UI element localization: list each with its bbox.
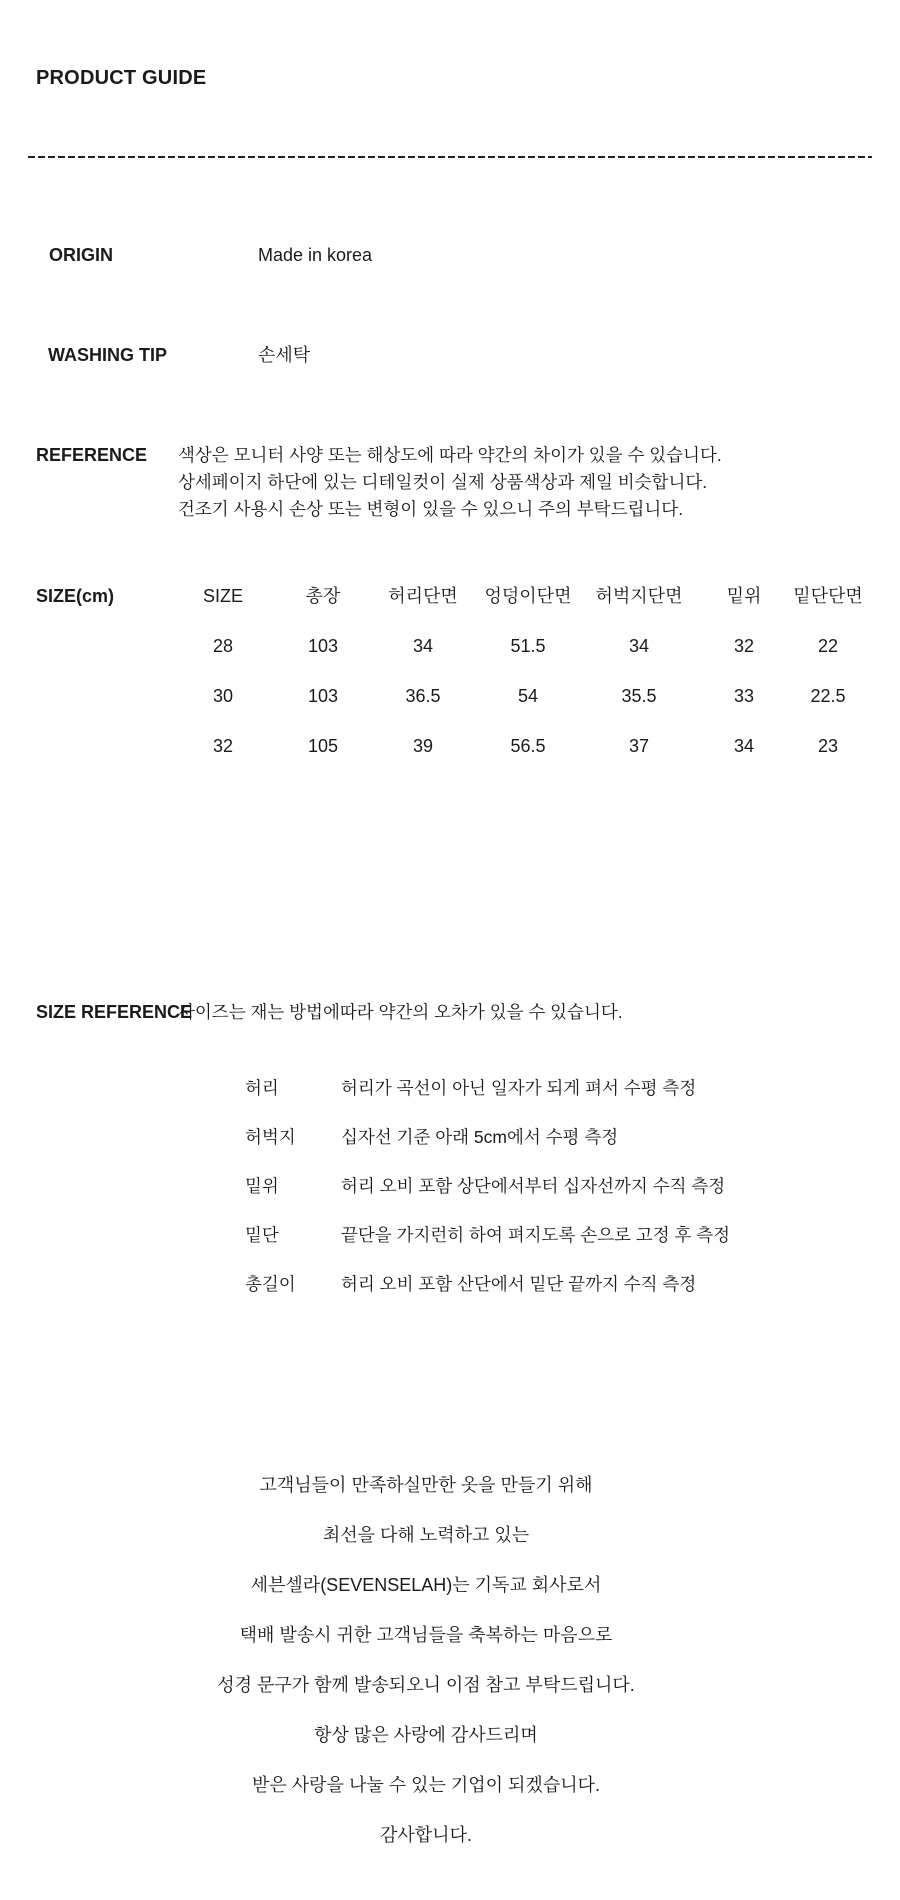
- origin-value: Made in korea: [258, 245, 373, 265]
- washing-tip-value: 손세탁: [258, 345, 311, 365]
- page-title: PRODUCT GUIDE: [36, 67, 207, 89]
- table-cell: 103: [307, 686, 339, 706]
- table-cell: 34: [733, 736, 755, 756]
- table-cell: 23: [817, 736, 839, 756]
- table-row-size-32: [173, 734, 863, 758]
- table-row-size-30: [173, 684, 863, 708]
- table-cell: 103: [307, 636, 339, 656]
- footer-line: 세븐셀라(SEVENSELAH)는 기독교 회사로서: [250, 1575, 602, 1595]
- reference-line: 상세페이지 하단에 있는 디테일컷이 실제 상품색상과 제일 비슷합니다.: [178, 472, 708, 492]
- table-cell: 36.5: [405, 686, 441, 706]
- measure-description: 허리 오비 포함 산단에서 밑단 끝까지 수직 측정: [341, 1274, 697, 1294]
- footer-line: 고객님들이 만족하실만한 옷을 만들기 위해: [259, 1475, 593, 1495]
- measure-term: 밑단: [245, 1225, 279, 1245]
- reference-label: REFERENCE: [36, 445, 148, 465]
- measure-item-rise: [245, 1176, 730, 1225]
- table-cell: 33: [733, 686, 755, 706]
- table-cell: 32: [212, 736, 234, 756]
- column-header-waist: 허리단면: [388, 586, 458, 606]
- footer-line: 감사합니다.: [380, 1825, 472, 1845]
- dashed-divider: [28, 156, 872, 158]
- table-cell: 54: [517, 686, 539, 706]
- footer-line: 성경 문구가 함께 발송되오니 이점 참고 부탁드립니다.: [217, 1675, 635, 1695]
- washing-tip-label: WASHING TIP: [48, 345, 168, 365]
- table-cell: 32: [733, 636, 755, 656]
- measure-description: 허리 오비 포함 상단에서부터 십자선까지 수직 측정: [341, 1176, 726, 1196]
- measure-term: 허벅지: [245, 1127, 296, 1147]
- footer-line: 항상 많은 사랑에 감사드리며: [314, 1725, 538, 1745]
- measure-term: 총길이: [245, 1274, 296, 1294]
- table-cell: 34: [628, 636, 650, 656]
- footer-line: 택배 발송시 귀한 고객님들을 축복하는 마음으로: [239, 1625, 613, 1645]
- measure-item-hem: [245, 1225, 730, 1274]
- measurement-list: [245, 1078, 730, 1323]
- measure-item-thigh: [245, 1127, 730, 1176]
- size-reference-label: SIZE REFERENCE: [36, 1002, 193, 1022]
- table-cell: 56.5: [510, 736, 546, 756]
- size-table-header-row: [173, 584, 863, 608]
- table-cell: 37: [628, 736, 650, 756]
- size-table-label: SIZE(cm): [36, 586, 115, 606]
- origin-label: ORIGIN: [49, 245, 114, 265]
- table-cell: 34: [412, 636, 434, 656]
- measure-description: 끝단을 가지런히 하여 펴지도록 손으로 고정 후 측정: [341, 1225, 731, 1245]
- company-message: [0, 1460, 852, 1860]
- column-header-size: SIZE: [202, 586, 243, 606]
- measure-description: 십자선 기준 아래 5cm에서 수평 측정: [341, 1127, 619, 1147]
- column-header-hem: 밑단단면: [793, 586, 863, 606]
- table-cell: 28: [212, 636, 234, 656]
- measure-term: 허리: [245, 1078, 279, 1098]
- column-header-rise: 밑위: [726, 586, 762, 606]
- table-cell: 22.5: [810, 686, 846, 706]
- size-table: [173, 584, 863, 758]
- column-header-total-length: 총장: [305, 586, 341, 606]
- footer-line: 최선을 다해 노력하고 있는: [322, 1525, 530, 1545]
- reference-text: [178, 442, 722, 523]
- measure-item-total-length: [245, 1274, 730, 1323]
- size-reference-note: 사이즈는 재는 방법에따라 약간의 오차가 있을 수 있습니다.: [178, 1002, 623, 1022]
- measure-term: 밑위: [245, 1176, 279, 1196]
- reference-line: 색상은 모니터 사양 또는 해상도에 따라 약간의 차이가 있을 수 있습니다.: [178, 445, 722, 465]
- table-cell: 105: [307, 736, 339, 756]
- table-cell: 22: [817, 636, 839, 656]
- table-row-size-28: [173, 634, 863, 658]
- footer-line: 받은 사랑을 나눌 수 있는 기업이 되겠습니다.: [252, 1775, 600, 1795]
- column-header-hip: 엉덩이단면: [484, 586, 572, 606]
- table-cell: 39: [412, 736, 434, 756]
- measure-description: 허리가 곡선이 아닌 일자가 되게 펴서 수평 측정: [341, 1078, 697, 1098]
- measure-item-waist: [245, 1078, 730, 1127]
- column-header-thigh: 허벅지단면: [595, 586, 683, 606]
- table-cell: 35.5: [621, 686, 657, 706]
- reference-line: 건조기 사용시 손상 또는 변형이 있을 수 있으니 주의 부탁드립니다.: [178, 499, 684, 519]
- table-cell: 30: [212, 686, 234, 706]
- table-cell: 51.5: [510, 636, 546, 656]
